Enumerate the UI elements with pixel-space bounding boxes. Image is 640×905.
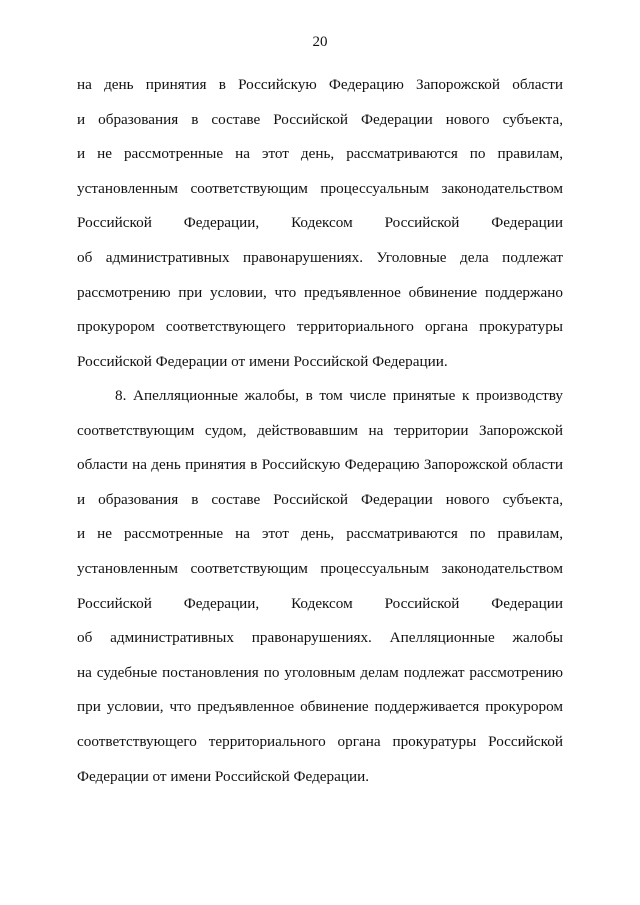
text-line: Российской Федерации от имени Российской Федерации. [77, 352, 448, 370]
text-line: области на день принятия в Российскую Федерацию Запорожской области [77, 456, 563, 474]
paragraph-item-8 [77, 379, 563, 794]
text-line: установленным соответствующим процессуальным законодательством [77, 559, 563, 577]
page-number: 20 [312, 34, 328, 50]
text-line: на день принятия в Российскую Федерацию Запорожской области [77, 76, 563, 93]
text-line: и образования в составе Российской Федерации нового субъекта, [77, 490, 563, 508]
text-line: при условии, что предъявленное обвинение поддерживается прокурором [77, 698, 563, 716]
text-line: соответствующего территориального органа прокуратуры Российской [77, 732, 563, 750]
text-line: об административных правонарушениях. Апелляционные жалобы [77, 629, 563, 647]
text-line: соответствующим судом, действовавшим на территории Запорожской [77, 421, 563, 439]
text-line: и не рассмотренные на этот день, рассматриваются по правилам, [77, 145, 563, 163]
text-line: установленным соответствующим процессуальным законодательством [77, 179, 563, 197]
text-line: рассмотрению при условии, что предъявленное обвинение поддержано [77, 283, 563, 301]
text-line: об административных правонарушениях. Уголовные дела подлежат [77, 248, 563, 266]
text-line: Российской Федерации, Кодексом Российской Федерации [77, 214, 563, 232]
text-line: на судебные постановления по уголовным делам подлежат рассмотрению [77, 663, 563, 681]
text-line: 8. Апелляционные жалобы, в том числе принятые к производству [115, 387, 563, 404]
text-line: и образования в составе Российской Федерации нового субъекта, [77, 110, 563, 128]
text-line: Российской Федерации, Кодексом Российской Федерации [77, 594, 563, 612]
text-line: и не рассмотренные на этот день, рассматриваются по правилам, [77, 525, 563, 543]
text-line: прокурором соответствующего территориального органа прокуратуры [77, 318, 563, 336]
paragraph-continuation [77, 68, 563, 379]
text-line: Федерации от имени Российской Федерации. [77, 767, 370, 785]
